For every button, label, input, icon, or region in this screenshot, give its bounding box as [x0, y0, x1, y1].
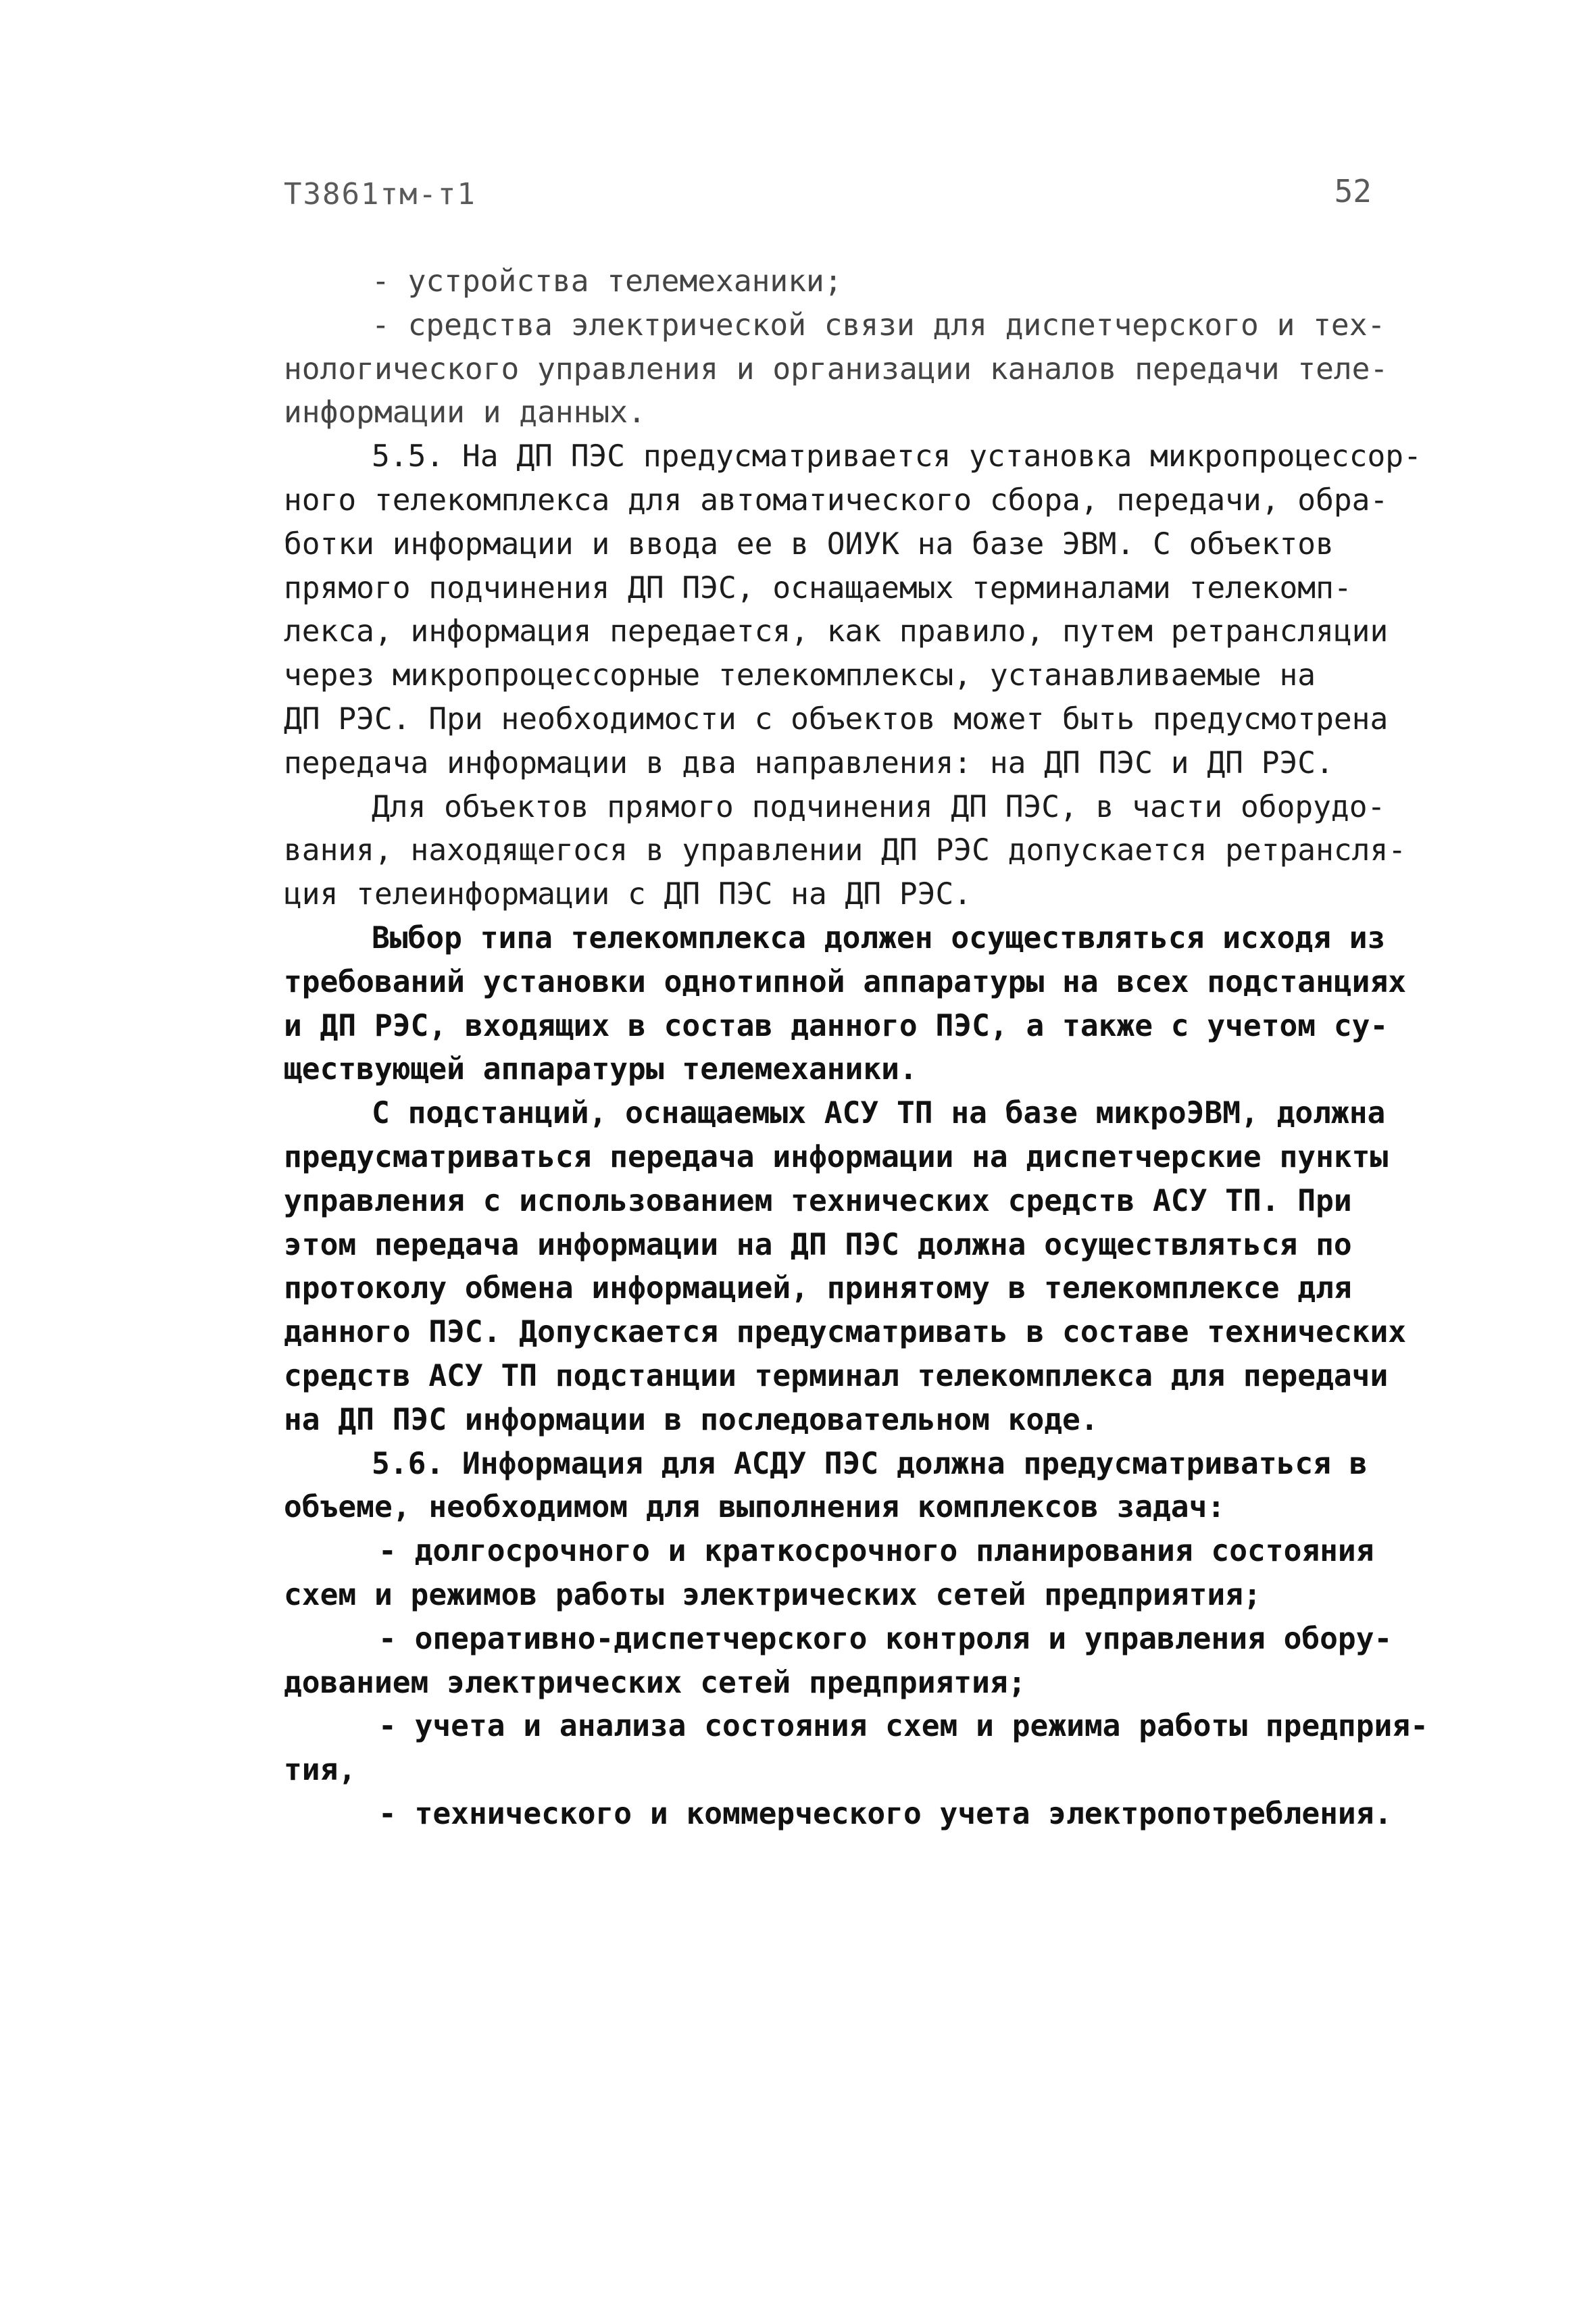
text-line: вания, находящегося в управлении ДП РЭС допускается ретрансля-: [284, 833, 1407, 868]
text-line: - технического и коммерческого учета электропотребления.: [378, 1796, 1393, 1831]
text-line: 5.6. Информация для АСДУ ПЭС должна предусматриваться в: [372, 1446, 1368, 1481]
text-line: ДП РЭС. При необходимости с объектов может быть предусмотрена: [284, 701, 1389, 737]
text-line: передача информации в два направления: на ДП ПЭС и ДП РЭС.: [284, 745, 1334, 780]
document-code: ТЗ861тм-т1: [284, 177, 476, 211]
text-line: и ДП РЭС, входящих в состав данного ПЭС, а также с учетом су-: [284, 1008, 1389, 1043]
text-line: прямого подчинения ДП ПЭС, оснащаемых терминалами телекомп-: [284, 570, 1352, 605]
text-line: этом передача информации на ДП ПЭС должна осуществляться по: [284, 1227, 1352, 1262]
text-line: 5.5. На ДП ПЭС предусматривается установка микропроцессор-: [372, 439, 1422, 474]
text-line: протоколу обмена информацией, принятому в телекомплексе для: [284, 1271, 1352, 1306]
text-line: предусматриваться передача информации на диспетчерские пункты: [284, 1139, 1389, 1174]
text-body: [284, 260, 1432, 1837]
text-line: объеме, необходимом для выполнения комплексов задач:: [284, 1490, 1226, 1525]
text-line: информации и данных.: [284, 395, 646, 430]
text-line: ботки информации и ввода ее в ОИУК на базе ЭВМ. С объектов: [284, 526, 1334, 562]
page-number: 52: [1334, 173, 1372, 209]
text-line: на ДП ПЭС информации в последовательном коде.: [284, 1402, 1099, 1437]
text-line: схем и режимов работы электрических сетей предприятия;: [284, 1577, 1262, 1612]
text-line: через микропроцессорные телекомплексы, устанавливаемые на: [284, 658, 1316, 693]
text-line: данного ПЭС. Допускается предусматривать в составе технических: [284, 1315, 1407, 1350]
text-line: - устройства телемеханики;: [372, 264, 843, 299]
text-line: Для объектов прямого подчинения ДП ПЭС, в части оборудо-: [372, 789, 1386, 824]
text-line: тия,: [284, 1753, 357, 1788]
text-line: - средства электрической связи для диспетчерского и тех-: [372, 307, 1386, 343]
text-line: - долгосрочного и краткосрочного планирования состояния: [378, 1534, 1374, 1569]
text-line: дованием электрических сетей предприятия;: [284, 1665, 1026, 1700]
text-line: - оперативно-диспетчерского контроля и управления обору-: [378, 1621, 1393, 1656]
text-line: средств АСУ ТП подстанции терминал телекомплекса для передачи: [284, 1358, 1389, 1393]
text-line: ществующей аппаратуры телемеханики.: [284, 1052, 918, 1087]
text-line: - учета и анализа состояния схем и режима работы предприя-: [378, 1709, 1428, 1744]
text-line: Выбор типа телекомплекса должен осуществляться исходя из: [372, 920, 1386, 955]
text-line: ного телекомплекса для автоматического сбора, передачи, обра-: [284, 482, 1389, 518]
text-line: нологического управления и организации каналов передачи теле-: [284, 351, 1389, 387]
text-line: С подстанций, оснащаемых АСУ ТП на базе микроЭВМ, должна: [372, 1096, 1386, 1131]
text-line: требований установки однотипной аппаратуры на всех подстанциях: [284, 964, 1407, 999]
text-line: управления с использованием технических средств АСУ ТП. При: [284, 1183, 1352, 1218]
text-line: ция телеинформации с ДП ПЭС на ДП РЭС.: [284, 877, 972, 912]
text-line: лекса, информация передается, как правило, путем ретрансляции: [284, 614, 1389, 649]
